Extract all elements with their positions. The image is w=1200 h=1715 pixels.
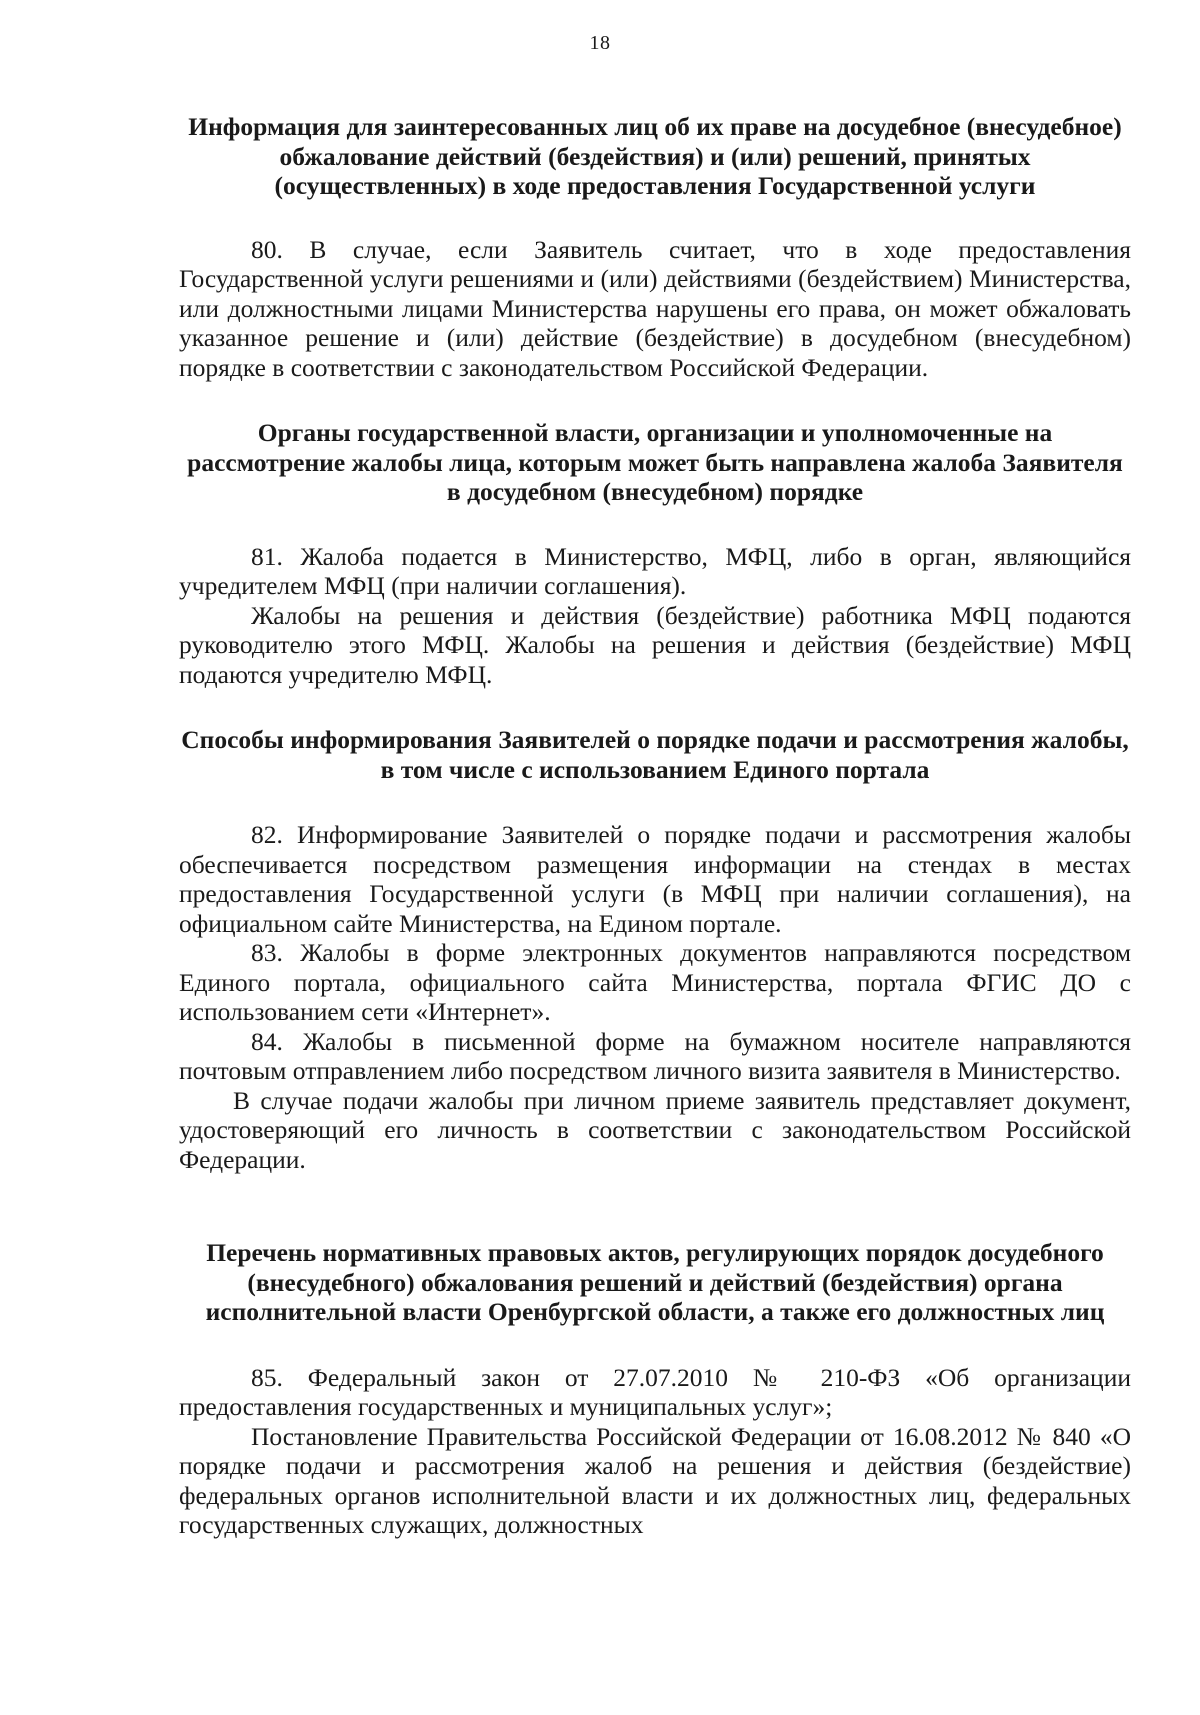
section-heading-informing-methods: Способы информирования Заявителей о порядке подачи и рассмотрения жалобы, в том числе с использованием Единого портала [181, 725, 1129, 784]
section-heading-legal-acts: Перечень нормативных правовых актов, регулирующих порядок досудебного (внесудебного) обжалования решений и действий (бездействия) органа исполнительной власти Оренбургской области, а также его должностных лиц [205, 1238, 1105, 1326]
paragraph-81: 81. Жалоба подается в Министерство, МФЦ, либо в орган, являющийся учредителем МФЦ (при наличии соглашения). [179, 541, 1131, 600]
paragraph-85-decree: Постановление Правительства Российской Федерации от 16.08.2012 № 840 «О порядке подачи и рассмотрения жалоб на решения и действия (бездействие) федеральных органов исполнительной власти и их должностных лиц, федеральных государственных служащих, должностных [179, 1421, 1131, 1539]
paragraph-84: 84. Жалобы в письменной форме на бумажном носителе направляются почтовым отправлением либо посредством личного визита заявителя в Министерство. [179, 1026, 1131, 1085]
paragraph-85: 85. Федеральный закон от 27.07.2010 № 210-ФЗ «Об организации предоставления государственных и муниципальных услуг»; [179, 1362, 1131, 1421]
section-heading-complaint-bodies: Органы государственной власти, организации и уполномоченные на рассмотрение жалобы лица, которым может быть направлена жалоба Заявителя в досудебном (внесудебном) порядке [187, 418, 1123, 506]
page-number: 18 [589, 32, 611, 54]
paragraph-80: 80. В случае, если Заявитель считает, что в ходе предоставления Государственной услуги решениями и (или) действиями (бездействием) Министерства, или должностными лицами Министерства нарушены его права, он может обжаловать указанное решение и (или) действие (бездействие) в досудебном (внесудебном) порядке в соответствии с законодательством Российской Федерации. [179, 234, 1131, 382]
section-heading-appeal-rights: Информация для заинтересованных лиц об их праве на досудебное (внесудебное) обжалование действий (бездействия) и (или) решений, принятых (осуществленных) в ходе предоставления Государственной услуги [188, 112, 1122, 200]
paragraph-83: 83. Жалобы в форме электронных документов направляются посредством Единого портала, официального сайта Министерства, портала ФГИС ДО с использованием сети «Интернет». [179, 938, 1131, 1026]
paragraph-84-personal: В случае подачи жалобы при личном приеме заявитель представляет документ, удостоверяющий его личность в соответствии с законодательством Российской Федерации. [179, 1085, 1131, 1174]
paragraph-81-mfc: Жалобы на решения и действия (бездействие) работника МФЦ подаются руководителю этого МФЦ. Жалобы на решения и действия (бездействие) МФЦ подаются учредителю МФЦ. [179, 600, 1131, 689]
document-body [179, 112, 1131, 1540]
paragraph-82: 82. Информирование Заявителей о порядке подачи и рассмотрения жалобы обеспечивается посредством размещения информации на стендах в местах предоставления Государственной услуги (в МФЦ при наличии соглашения), на официальном сайте Министерства, на Едином портале. [179, 820, 1131, 938]
